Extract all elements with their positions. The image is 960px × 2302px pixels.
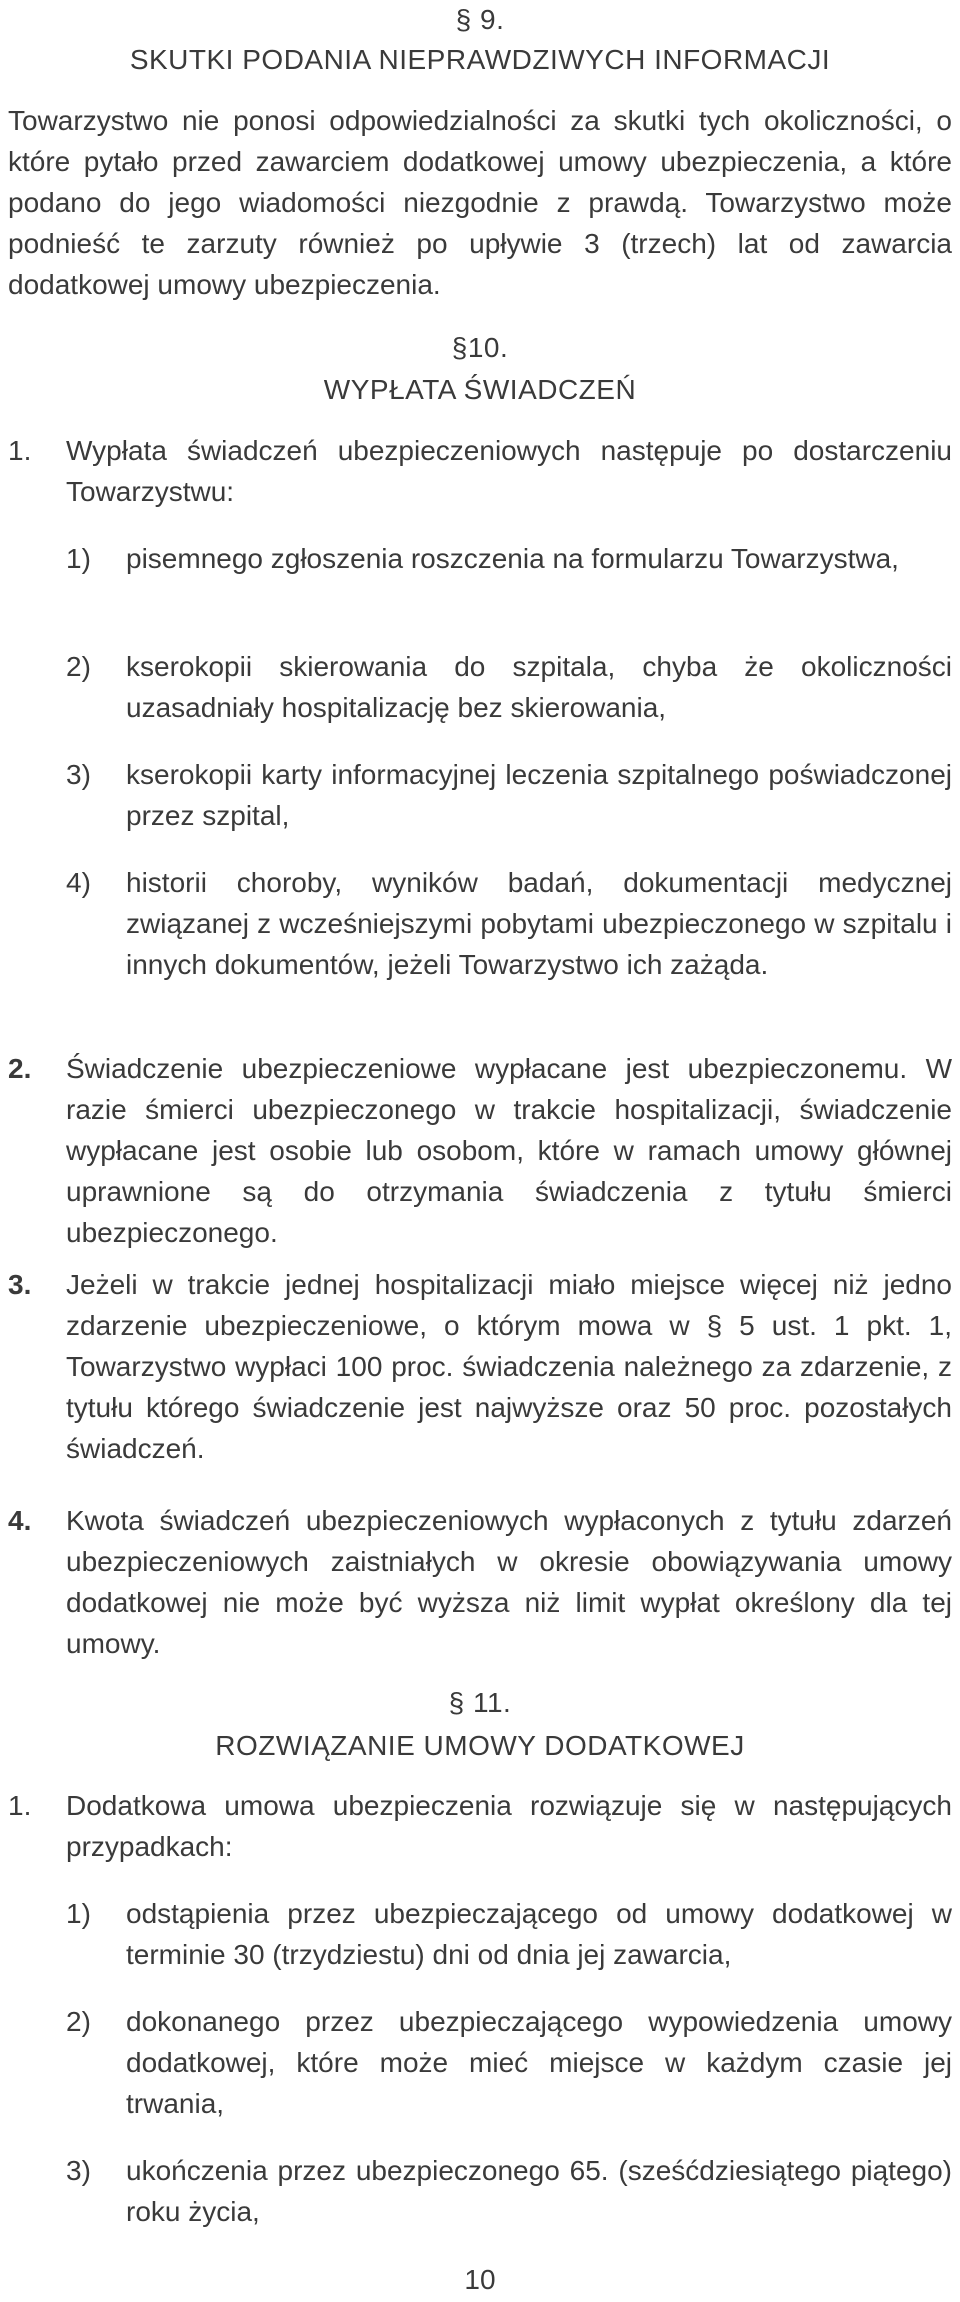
section-11-subitem-3 (66, 2150, 952, 2232)
section-10-item-4 (8, 1500, 952, 1664)
section-10-item-3 (8, 1264, 952, 1469)
section-10-item-2 (8, 1048, 952, 1253)
section-10-subitem-3 (66, 754, 952, 836)
section-9-paragraph: Towarzystwo nie ponosi odpowiedzialności za skutki tych okoliczności, o które pytało przed zawarciem dodatkowej umowy ubezpieczenia, a które podano do jego wiadomości niezgodnie z prawdą. Towarzystwo może podnieść te zarzuty również po upływie 3 (trzech) lat od zawarcia dodatkowej umowy ubezpieczenia. (8, 105, 952, 300)
section-11-number: § 11. (448, 1687, 512, 1718)
subitem-number: 2) (66, 651, 91, 682)
section-10-subitem-1 (66, 538, 952, 579)
subitem-number: 1) (66, 543, 91, 574)
section-9-title: SKUTKI PODANIA NIEPRAWDZIWYCH INFORMACJI (129, 44, 831, 75)
subitem-number: 3) (66, 2155, 91, 2186)
subitem-text: ukończenia przez ubezpieczonego 65. (sześćdziesiątego piątego) roku życia, (126, 2155, 952, 2227)
page-number: 10 (464, 2264, 496, 2295)
subitem-number: 1) (66, 1898, 91, 1929)
subitem-number: 3) (66, 759, 91, 790)
item-number: 4. (8, 1505, 32, 1536)
section-11-item-1 (8, 1785, 952, 1867)
section-10-subitem-4 (66, 862, 952, 985)
item-text: Wypłata świadczeń ubezpieczeniowych następuje po dostarczeniu Towarzystwu: (66, 435, 952, 507)
subitem-text: pisemnego zgłoszenia roszczenia na formularzu Towarzystwa, (126, 543, 899, 574)
item-text: Jeżeli w trakcie jednej hospitalizacji miało miejsce więcej niż jedno zdarzenie ubezpieczeniowe, o którym mowa w § 5 ust. 1 pkt. 1, Towarzystwo wypłaci 100 proc. świadczenia należnego za zdarzenie, z tytułu którego świadczenie jest najwyższe oraz 50 proc. pozostałych świadczeń. (66, 1269, 952, 1464)
section-9-number: § 9. (455, 4, 505, 35)
subitem-text: kserokopii skierowania do szpitala, chyba że okoliczności uzasadniały hospitalizację bez skierowania, (126, 651, 952, 723)
item-number: 2. (8, 1053, 32, 1084)
item-number: 1. (8, 1790, 32, 1821)
item-text: Kwota świadczeń ubezpieczeniowych wypłaconych z tytułu zdarzeń ubezpieczeniowych zaistniałych w okresie obowiązywania umowy dodatkowej nie może być wyższa niż limit wypłat określony dla tej umowy. (66, 1505, 952, 1659)
section-11-subitem-2 (66, 2001, 952, 2124)
subitem-text: odstąpienia przez ubezpieczającego od umowy dodatkowej w terminie 30 (trzydziestu) dni od dnia jej zawarcia, (126, 1898, 952, 1970)
subitem-text: historii choroby, wyników badań, dokumentacji medycznej związanej z wcześniejszymi pobytami ubezpieczonego w szpitalu i innych dokumentów, jeżeli Towarzystwo ich zażąda. (126, 867, 952, 980)
item-text: Świadczenie ubezpieczeniowe wypłacane jest ubezpieczonemu. W razie śmierci ubezpieczonego w trakcie hospitalizacji, świadczenie wypłacane jest osobie lub osobom, które w ramach umowy głównej uprawnione są do otrzymania świadczenia z tytułu śmierci ubezpieczonego. (66, 1053, 952, 1248)
subitem-text: kserokopii karty informacyjnej leczenia szpitalnego poświadczonej przez szpital, (126, 759, 952, 831)
item-number: 1. (8, 435, 32, 466)
section-10-item-1 (8, 430, 952, 512)
section-10-number: §10. (451, 332, 509, 363)
item-text: Dodatkowa umowa ubezpieczenia rozwiązuje się w następujących przypadkach: (66, 1790, 952, 1862)
section-10-subitem-2 (66, 646, 952, 728)
section-11-title: ROZWIĄZANIE UMOWY DODATKOWEJ (215, 1730, 745, 1761)
item-number: 3. (8, 1269, 32, 1300)
section-10-title: WYPŁATA ŚWIADCZEŃ (323, 374, 637, 405)
subitem-number: 4) (66, 867, 91, 898)
section-11-subitem-1 (66, 1893, 952, 1975)
subitem-number: 2) (66, 2006, 91, 2037)
subitem-text: dokonanego przez ubezpieczającego wypowiedzenia umowy dodatkowej, które może mieć miejsce w każdym czasie jej trwania, (126, 2006, 952, 2119)
